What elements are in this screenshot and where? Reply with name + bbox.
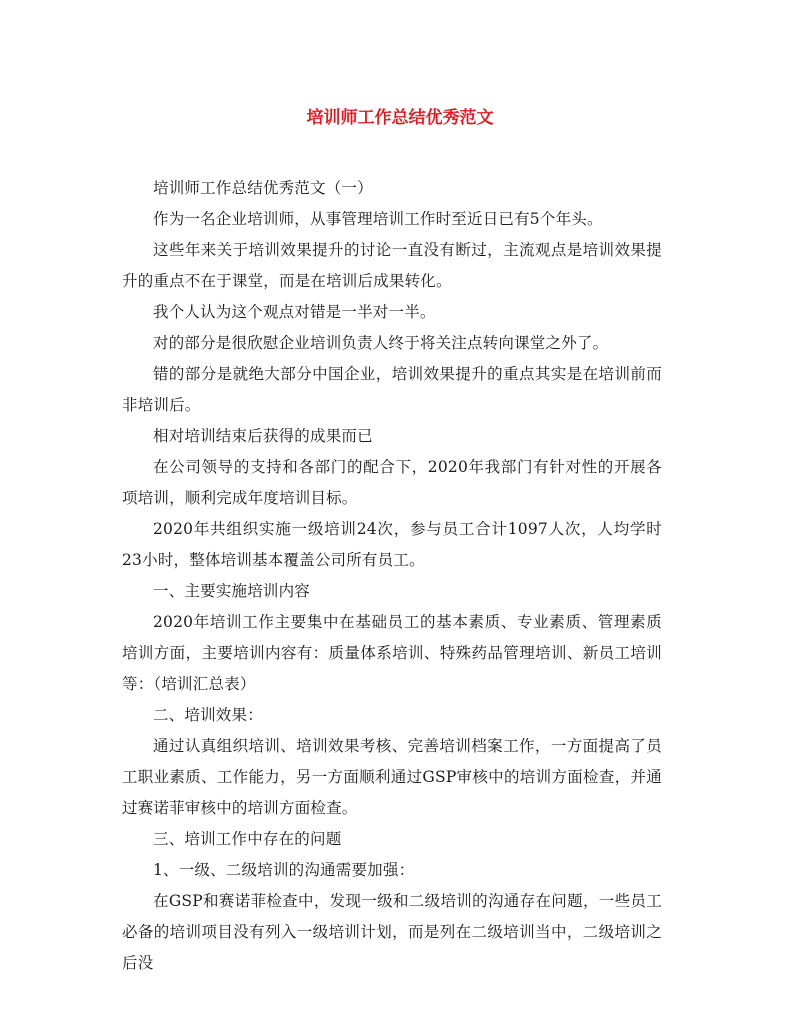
section-heading: 一、主要实施培训内容 [153, 582, 311, 600]
paragraph: 我个人认为这个观点对错是一半对一半。 [153, 303, 436, 321]
paragraph: 在公司领导的支持和各部门的配合下，2020年我部门有针对性的开展各项培训，顺利完成年度培训目标。 [122, 458, 662, 507]
paragraph: 培训师工作总结优秀范文（一） [153, 179, 373, 197]
document-body [122, 173, 662, 979]
paragraph: 这些年来关于培训效果提升的讨论一直没有断过，主流观点是培训效果提升的重点不在于课堂，而是在培训后成果转化。 [122, 241, 662, 290]
paragraph: 作为一名企业培训师，从事管理培训工作时至近日已有5个年头。 [153, 210, 603, 228]
paragraph: 相对培训结束后获得的成果而已 [153, 427, 373, 445]
paragraph: 错的部分是就绝大部分中国企业，培训效果提升的重点其实是在培训前而非培训后。 [122, 365, 662, 414]
paragraph: 对的部分是很欣慰企业培训负责人终于将关注点转向课堂之外了。 [153, 334, 609, 352]
document-title: 培训师工作总结优秀范文 [306, 108, 494, 128]
section-heading: 三、培训工作中存在的问题 [153, 830, 342, 848]
paragraph: 2020年培训工作主要集中在基础员工的基本素质、专业素质、管理素质培训方面，主要培训内容有：质量体系培训、特殊药品管理培训、新员工培训等：（培训汇总表） [122, 613, 662, 693]
paragraph: 2020年共组织实施一级培训24次，参与员工合计1097人次，人均学时23小时，整体培训基本覆盖公司所有员工。 [122, 520, 662, 569]
paragraph: 通过认真组织培训、培训效果考核、完善培训档案工作，一方面提高了员工职业素质、工作能力，另一方面顺利通过GSP审核中的培训方面检查，并通过赛诺菲审核中的培训方面检查。 [122, 737, 662, 817]
section-heading: 二、培训效果： [153, 706, 263, 724]
sub-heading: 1、一级、二级培训的沟通需要加强： [153, 861, 415, 879]
paragraph: 在GSP和赛诺菲检查中，发现一级和二级培训的沟通存在问题，一些员工必备的培训项目没有列入一级培训计划，而是列在二级培训当中，二级培训之后没 [122, 892, 662, 972]
